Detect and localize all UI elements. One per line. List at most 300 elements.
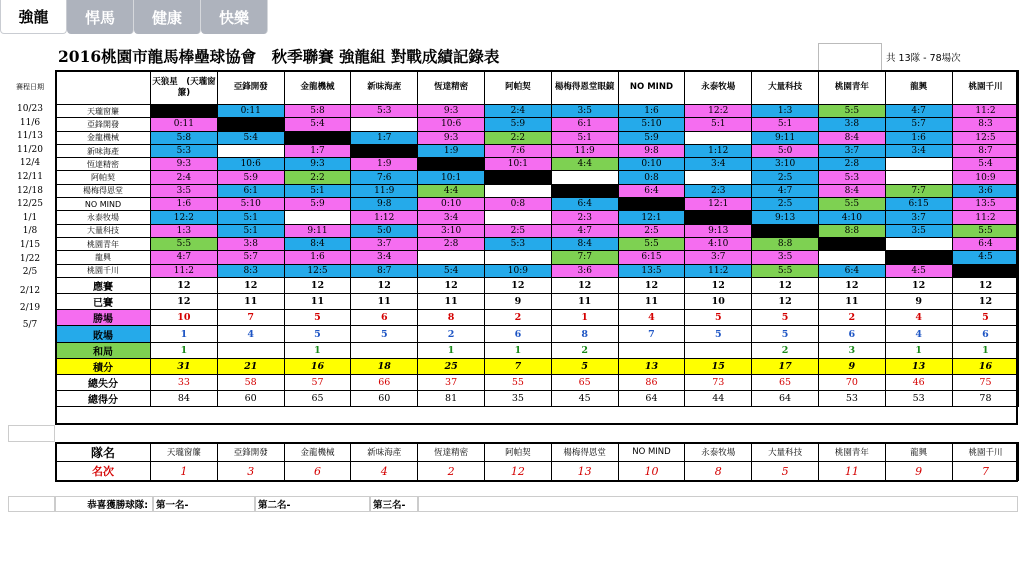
score-cell: 0:8 xyxy=(618,171,685,184)
score-cell: 4:7 xyxy=(151,251,218,264)
score-cell: 10:1 xyxy=(418,171,485,184)
score-cell: 9:3 xyxy=(418,105,485,118)
schedule-date: 11/20 xyxy=(17,144,43,155)
stat-value: 12 xyxy=(618,277,685,293)
score-cell: 13:5 xyxy=(618,264,685,277)
schedule-date: 12/11 xyxy=(17,172,43,182)
stat-value: 46 xyxy=(885,374,952,390)
score-cell: 1:6 xyxy=(885,131,952,144)
ranking-team: 亞鋒開發 xyxy=(217,443,284,462)
score-cell: 5:3 xyxy=(151,144,218,157)
stat-label: 積分 xyxy=(56,358,151,374)
stat-value: 9 xyxy=(885,294,952,310)
self-match-cell xyxy=(685,211,752,224)
score-cell: 1:6 xyxy=(618,105,685,118)
score-cell: 1:7 xyxy=(284,144,351,157)
ranking-team: 永泰牧場 xyxy=(685,443,752,462)
score-cell: 3:4 xyxy=(418,211,485,224)
schedule-date: 12/4 xyxy=(19,158,41,169)
stat-row-losses xyxy=(56,326,1019,342)
score-cell: 11:9 xyxy=(551,144,618,157)
score-cell: 0:10 xyxy=(618,158,685,171)
score-cell: 5:7 xyxy=(217,251,284,264)
winners-row xyxy=(55,496,1018,512)
score-cell: 9:3 xyxy=(284,158,351,171)
stat-value: 10 xyxy=(685,294,752,310)
sheet-tabs xyxy=(0,0,268,34)
score-cell: 1:6 xyxy=(284,251,351,264)
score-cell: 2:5 xyxy=(618,224,685,237)
stat-value: 2 xyxy=(484,310,551,326)
score-cell: 5:4 xyxy=(418,264,485,277)
tab-happy[interactable]: 快樂 xyxy=(201,0,268,34)
score-cell: 1:12 xyxy=(351,211,418,224)
stat-value: 11 xyxy=(217,294,284,310)
score-cell: 8:4 xyxy=(551,237,618,250)
third-place: 第三名- xyxy=(370,496,418,512)
stat-label: 總失分 xyxy=(56,374,151,390)
ranking-team: NO MIND xyxy=(618,443,685,462)
score-cell: 5:4 xyxy=(952,158,1019,171)
stat-value: 60 xyxy=(351,391,418,407)
column-header: 亞鋒開發 xyxy=(217,71,284,105)
page-title: 2016桃園市龍馬棒壘球協會 秋季聯賽 強龍組 對戰成績記錄表 xyxy=(58,47,500,66)
stat-row-runs-allowed xyxy=(56,374,1019,390)
stat-value: 5 xyxy=(284,310,351,326)
schedule-date: 11/6 xyxy=(19,117,41,128)
stat-value: 1 xyxy=(484,342,551,358)
score-cell: 3:5 xyxy=(752,251,819,264)
schedule-date: 12/18 xyxy=(17,185,43,196)
score-cell: 5:0 xyxy=(752,144,819,157)
ranking-rank: 11 xyxy=(818,462,885,481)
score-cell: 5:5 xyxy=(818,105,885,118)
schedule-date: 1/22 xyxy=(19,253,41,264)
self-match-cell xyxy=(284,131,351,144)
stat-value: 12 xyxy=(151,277,218,293)
stat-value: 2 xyxy=(551,342,618,358)
stat-value: 86 xyxy=(618,374,685,390)
score-cell: 8:7 xyxy=(351,264,418,277)
first-place: 第一名- xyxy=(153,496,255,512)
score-cell: 5:3 xyxy=(484,237,551,250)
score-cell: 8:7 xyxy=(952,144,1019,157)
score-cell: 2:4 xyxy=(484,105,551,118)
score-cell: 11:9 xyxy=(351,184,418,197)
stat-value: 12 xyxy=(885,277,952,293)
stat-value: 5 xyxy=(952,310,1019,326)
score-cell: 3:8 xyxy=(217,237,284,250)
score-cell: 6:4 xyxy=(618,184,685,197)
stat-value: 6 xyxy=(484,326,551,342)
stat-value: 5 xyxy=(685,310,752,326)
score-cell: 2:5 xyxy=(752,198,819,211)
column-header: 龍興 xyxy=(885,71,952,105)
blank-cell xyxy=(818,43,882,71)
ranking-rank: 2 xyxy=(418,462,485,481)
stat-value: 12 xyxy=(752,277,819,293)
stat-value: 12 xyxy=(484,277,551,293)
stat-value: 53 xyxy=(818,391,885,407)
score-cell: 10:6 xyxy=(217,158,284,171)
ranking-rank: 3 xyxy=(217,462,284,481)
score-cell: 5:10 xyxy=(217,198,284,211)
self-match-cell xyxy=(217,118,284,131)
stat-value: 13 xyxy=(618,358,685,374)
stat-value: 1 xyxy=(151,326,218,342)
score-cell xyxy=(685,131,752,144)
row-team-name: 龍興 xyxy=(56,251,151,264)
score-cell: 11:2 xyxy=(952,211,1019,224)
score-cell: 6:15 xyxy=(618,251,685,264)
row-team-name: 新味海產 xyxy=(56,144,151,157)
stat-value xyxy=(618,342,685,358)
stat-value: 11 xyxy=(618,294,685,310)
schedule-date: 1/15 xyxy=(19,240,41,250)
stat-value: 12 xyxy=(752,294,819,310)
corner-cell xyxy=(56,71,151,105)
table-row xyxy=(56,158,1019,171)
schedule-date: 12/25 xyxy=(17,199,43,210)
stat-value: 6 xyxy=(818,326,885,342)
schedule-date: 2/5 xyxy=(22,267,38,278)
stat-value: 5 xyxy=(685,326,752,342)
score-cell: 3:7 xyxy=(885,211,952,224)
score-cell: 5:8 xyxy=(151,131,218,144)
score-cell: 4:7 xyxy=(752,184,819,197)
stat-value: 70 xyxy=(818,374,885,390)
ranking-rank-row xyxy=(56,462,1019,481)
score-cell: 2:5 xyxy=(752,171,819,184)
ranking-rank: 13 xyxy=(551,462,618,481)
row-team-name: 恆達精密 xyxy=(56,158,151,171)
table-row xyxy=(56,144,1019,157)
stat-value: 16 xyxy=(952,358,1019,374)
ranking-rank: 1 xyxy=(151,462,218,481)
score-cell: 12:1 xyxy=(618,211,685,224)
blank-cell xyxy=(8,425,55,442)
score-cell xyxy=(418,251,485,264)
score-cell: 5:3 xyxy=(818,171,885,184)
tab-hummer[interactable]: 悍馬 xyxy=(67,0,134,34)
score-cell: 5:9 xyxy=(284,198,351,211)
score-cell: 10:9 xyxy=(484,264,551,277)
ranking-rank: 9 xyxy=(885,462,952,481)
column-header: 楊梅得恩堂眼鏡 xyxy=(551,71,618,105)
score-cell: 8:4 xyxy=(818,131,885,144)
score-cell: 4:5 xyxy=(885,264,952,277)
score-cell: 10:9 xyxy=(952,171,1019,184)
score-cell: 5:4 xyxy=(284,118,351,131)
score-cell: 8:8 xyxy=(752,237,819,250)
score-cell: 8:3 xyxy=(952,118,1019,131)
score-cell: 5:8 xyxy=(284,105,351,118)
ranking-rank: 4 xyxy=(351,462,418,481)
stat-label: 勝場 xyxy=(56,310,151,326)
stat-value: 5 xyxy=(284,326,351,342)
stat-value: 9 xyxy=(484,294,551,310)
score-cell xyxy=(885,171,952,184)
score-cell: 9:11 xyxy=(284,224,351,237)
score-cell: 5:3 xyxy=(351,105,418,118)
score-cell: 5:9 xyxy=(484,118,551,131)
stat-value: 11 xyxy=(818,294,885,310)
table-row xyxy=(56,118,1019,131)
self-match-cell xyxy=(618,198,685,211)
blank-cell xyxy=(418,496,1018,512)
score-cell: 7:6 xyxy=(351,171,418,184)
score-cell: 5:5 xyxy=(952,224,1019,237)
score-cell: 5:9 xyxy=(618,131,685,144)
ranking-team: 恆達精密 xyxy=(418,443,485,462)
score-cell: 5:1 xyxy=(551,131,618,144)
stat-row-should-play xyxy=(56,277,1019,293)
stat-value: 11 xyxy=(351,294,418,310)
teams-count: 共 13隊 - 78場次 xyxy=(886,53,961,64)
table-row xyxy=(56,211,1019,224)
row-team-name: 楊梅得恩堂 xyxy=(56,184,151,197)
score-cell: 7:7 xyxy=(885,184,952,197)
stat-value: 2 xyxy=(818,310,885,326)
score-cell: 3:8 xyxy=(818,118,885,131)
score-cell: 5:1 xyxy=(217,211,284,224)
score-cell: 0:11 xyxy=(151,118,218,131)
score-cell: 4:7 xyxy=(885,105,952,118)
stat-value: 75 xyxy=(952,374,1019,390)
ranking-rank: 5 xyxy=(752,462,819,481)
score-cell: 8:8 xyxy=(818,224,885,237)
score-cell: 5:1 xyxy=(752,118,819,131)
stat-value: 11 xyxy=(551,294,618,310)
score-cell: 9:8 xyxy=(618,144,685,157)
score-cell: 7:7 xyxy=(551,251,618,264)
ranking-team: 金龍機械 xyxy=(284,443,351,462)
ranking-team: 阿帕契 xyxy=(484,443,551,462)
stat-value: 65 xyxy=(752,374,819,390)
score-cell: 0:11 xyxy=(217,105,284,118)
stat-value: 4 xyxy=(618,310,685,326)
ranking-team: 大量科技 xyxy=(752,443,819,462)
score-cell: 9:13 xyxy=(752,211,819,224)
score-cell: 1:9 xyxy=(418,144,485,157)
column-header: 阿帕契 xyxy=(484,71,551,105)
score-cell: 11:2 xyxy=(952,105,1019,118)
self-match-cell xyxy=(952,264,1019,277)
score-cell: 3:7 xyxy=(818,144,885,157)
stat-value: 78 xyxy=(952,391,1019,407)
stat-value: 33 xyxy=(151,374,218,390)
score-cell: 3:5 xyxy=(885,224,952,237)
column-header: 新味海產 xyxy=(351,71,418,105)
score-cell xyxy=(484,251,551,264)
row-team-name: 亞鋒開發 xyxy=(56,118,151,131)
score-cell: 12:5 xyxy=(952,131,1019,144)
stat-value: 13 xyxy=(885,358,952,374)
score-cell: 3:4 xyxy=(885,144,952,157)
score-cell: 9:13 xyxy=(685,224,752,237)
winners-label: 恭喜獲勝球隊: xyxy=(55,496,153,512)
stat-value: 12 xyxy=(418,277,485,293)
score-cell: 5:5 xyxy=(618,237,685,250)
stat-value xyxy=(217,342,284,358)
ranking-team: 桃園千川 xyxy=(952,443,1019,462)
score-cell: 8:4 xyxy=(284,237,351,250)
score-cell: 5:4 xyxy=(217,131,284,144)
schedule-date: 11/13 xyxy=(17,131,43,142)
stat-value: 2 xyxy=(418,326,485,342)
score-cell: 11:2 xyxy=(151,264,218,277)
column-header: 桃園千川 xyxy=(952,71,1019,105)
stat-value: 11 xyxy=(284,294,351,310)
ranking-team: 天瓏窗簾 xyxy=(151,443,218,462)
row-team-name: 大量科技 xyxy=(56,224,151,237)
column-header: 金龍機械 xyxy=(284,71,351,105)
score-cell: 4:7 xyxy=(551,224,618,237)
score-cell: 10:1 xyxy=(484,158,551,171)
column-header: 永泰牧場 xyxy=(685,71,752,105)
score-cell: 5:5 xyxy=(151,237,218,250)
tab-strong-dragon[interactable]: 強龍 xyxy=(0,0,67,34)
stat-value: 7 xyxy=(484,358,551,374)
table-row xyxy=(56,237,1019,250)
table-row xyxy=(56,264,1019,277)
stat-label: 總得分 xyxy=(56,391,151,407)
ranking-team: 桃園青年 xyxy=(818,443,885,462)
row-team-name: 桃園千川 xyxy=(56,264,151,277)
score-cell: 1:6 xyxy=(151,198,218,211)
stat-value: 8 xyxy=(418,310,485,326)
score-cell: 4:10 xyxy=(685,237,752,250)
score-cell: 2:5 xyxy=(484,224,551,237)
stat-value: 12 xyxy=(952,294,1019,310)
column-header: 桃園青年 xyxy=(818,71,885,105)
score-cell: 3:10 xyxy=(418,224,485,237)
stat-value: 4 xyxy=(217,326,284,342)
table-row xyxy=(56,171,1019,184)
stat-value: 53 xyxy=(885,391,952,407)
score-cell: 6:4 xyxy=(551,198,618,211)
stat-value: 17 xyxy=(752,358,819,374)
score-cell: 12:2 xyxy=(685,105,752,118)
score-cell: 3:4 xyxy=(351,251,418,264)
stat-value: 21 xyxy=(217,358,284,374)
score-cell: 5:1 xyxy=(685,118,752,131)
score-cell: 13:5 xyxy=(952,198,1019,211)
score-cell xyxy=(685,171,752,184)
score-cell: 5:9 xyxy=(217,171,284,184)
stat-value xyxy=(685,342,752,358)
tab-health[interactable]: 健康 xyxy=(134,0,201,34)
schedule-date: 2/19 xyxy=(19,303,41,313)
score-cell: 5:1 xyxy=(217,224,284,237)
stat-value: 65 xyxy=(551,374,618,390)
score-cell: 4:5 xyxy=(952,251,1019,264)
stat-value: 7 xyxy=(217,310,284,326)
stat-value xyxy=(351,342,418,358)
score-cell: 5:7 xyxy=(885,118,952,131)
stat-row-draws xyxy=(56,342,1019,358)
score-cell: 5:5 xyxy=(752,264,819,277)
stat-value: 16 xyxy=(284,358,351,374)
score-cell: 10:6 xyxy=(418,118,485,131)
self-match-cell xyxy=(752,224,819,237)
score-cell xyxy=(217,144,284,157)
stat-value: 1 xyxy=(151,342,218,358)
score-cell: 11:2 xyxy=(685,264,752,277)
score-cell: 2:3 xyxy=(551,211,618,224)
stat-value: 66 xyxy=(351,374,418,390)
score-cell: 3:5 xyxy=(151,184,218,197)
schedule-date: 5/7 xyxy=(22,320,38,330)
score-cell: 5:1 xyxy=(284,184,351,197)
table-row xyxy=(56,131,1019,144)
score-cell: 3:4 xyxy=(685,158,752,171)
stat-label: 應賽 xyxy=(56,277,151,293)
stat-value: 12 xyxy=(818,277,885,293)
score-cell: 9:11 xyxy=(752,131,819,144)
stat-value: 12 xyxy=(551,277,618,293)
score-cell xyxy=(284,211,351,224)
score-cell: 2:2 xyxy=(284,171,351,184)
stat-value: 2 xyxy=(752,342,819,358)
stat-value: 55 xyxy=(484,374,551,390)
stat-value: 18 xyxy=(351,358,418,374)
score-cell: 9:3 xyxy=(151,158,218,171)
ranking-rank: 10 xyxy=(618,462,685,481)
stat-value: 3 xyxy=(818,342,885,358)
ranking-team-row xyxy=(56,443,1019,462)
stat-value: 10 xyxy=(151,310,218,326)
stat-value: 4 xyxy=(885,310,952,326)
stat-value: 5 xyxy=(752,310,819,326)
stat-value: 1 xyxy=(284,342,351,358)
score-cell xyxy=(885,237,952,250)
score-cell: 2:2 xyxy=(484,131,551,144)
score-cell: 0:8 xyxy=(484,198,551,211)
stat-value: 9 xyxy=(818,358,885,374)
stat-value: 57 xyxy=(284,374,351,390)
stat-label: 已賽 xyxy=(56,294,151,310)
score-cell: 1:3 xyxy=(151,224,218,237)
stat-value: 12 xyxy=(151,294,218,310)
row-team-name: 天瓏窗簾 xyxy=(56,105,151,118)
score-cell: 2:3 xyxy=(685,184,752,197)
stat-value: 6 xyxy=(952,326,1019,342)
date-header: 賽程日期 xyxy=(16,83,44,91)
score-cell: 9:3 xyxy=(418,131,485,144)
score-cell: 7:6 xyxy=(484,144,551,157)
team-label: 隊名 xyxy=(56,443,151,462)
stat-value: 1 xyxy=(418,342,485,358)
ranking-team: 新味海產 xyxy=(351,443,418,462)
ranking-rank: 7 xyxy=(952,462,1019,481)
stat-label: 敗場 xyxy=(56,326,151,342)
score-cell: 5:0 xyxy=(351,224,418,237)
score-cell: 3:10 xyxy=(752,158,819,171)
score-cell: 3:5 xyxy=(551,105,618,118)
stat-value: 1 xyxy=(885,342,952,358)
score-cell xyxy=(484,211,551,224)
score-cell xyxy=(885,158,952,171)
stat-value: 6 xyxy=(351,310,418,326)
stat-value: 84 xyxy=(151,391,218,407)
score-cell: 8:4 xyxy=(818,184,885,197)
score-cell: 4:4 xyxy=(418,184,485,197)
stat-value: 44 xyxy=(685,391,752,407)
table-row xyxy=(56,251,1019,264)
self-match-cell xyxy=(885,251,952,264)
stat-value: 1 xyxy=(952,342,1019,358)
